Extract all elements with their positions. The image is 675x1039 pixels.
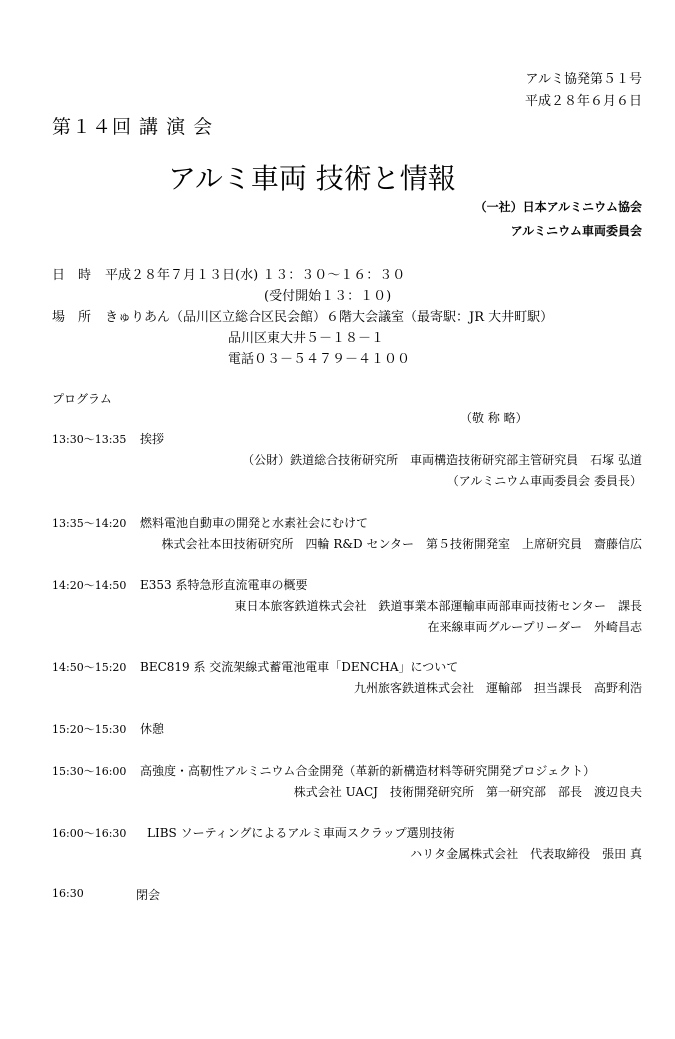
program-title: BEC819 系 交流架線式蓄電池電車「DENCHA」について [140,660,459,674]
page-title: アルミ車両 技術と情報 [168,162,456,195]
program-speaker: 九州旅客鉄道株式会社 運輸部 担当課長 高野利浩 [353,681,642,695]
program-time: 13:30～13:35 [52,433,127,446]
reception-time: (受付開始１３：１０) [264,289,392,304]
program-title: 燃料電池自動車の開発と水素社会にむけて [140,516,369,530]
program-speaker-role: （アルミニウム車両委員会 委員長） [446,474,642,488]
program-label: プログラム [52,392,112,406]
date-label: 日 時 [52,268,92,283]
document-date: 平成２８年６月６日 [524,94,642,109]
program-title: 高強度・高靭性アルミニウム合金開発（革新的新構造材料等研究開発プロジェクト） [140,764,596,778]
program-time: 15:30～16:00 [52,765,127,778]
venue-address: 品川区東大井５－１８－１ [228,331,385,346]
document-number: アルミ協発第５１号 [525,72,642,87]
program-time: 14:20～14:50 [52,579,127,592]
program-title: 閉会 [136,888,161,902]
program-speaker: （公財）鉄道総合技術研究所 車両構造技術研究部主管研究員 石塚 弘道 [242,453,642,467]
venue-phone: 電話０３－５４７９－４１００ [228,352,411,367]
program-time: 15:20～15:30 [52,723,127,736]
program-time: 16:00～16:30 [52,827,127,840]
date-value: 平成２８年７月１３日(水) １３：３０～１６：３０ [105,268,406,283]
lecture-heading: 第１４回 講 演 会 [52,116,214,138]
honorific-note: （敬 称 略） [460,411,528,425]
program-title: E353 系特急形直流電車の概要 [140,578,308,592]
program-time: 13:35～14:20 [52,517,127,530]
program-title: 挨拶 [140,432,165,446]
program-speaker: 株式会社本田技術研究所 四輪 R&D センター 第５技術開発室 上席研究員 齋藤信広 [161,537,642,551]
program-speaker: 株式会社 UACJ 技術開発研究所 第一研究部 部長 渡辺良夫 [293,785,642,799]
program-time: 16:30 [52,887,84,900]
program-speaker-role: 在来線車両グループリーダー 外崎昌志 [427,620,642,634]
venue-value: きゅりあん（品川区立総合区民会館）６階大会議室（最寄駅：JR 大井町駅） [105,310,554,325]
organizer-association: （一社）日本アルミニウム協会 [474,200,642,214]
program-title: 休憩 [140,722,165,736]
program-speaker: ハリタ金属株式会社 代表取締役 張田 真 [410,847,642,861]
program-title: LIBS ソーティングによるアルミ車両スクラップ選別技術 [147,826,455,840]
organizer-committee: アルミニウム車両委員会 [510,224,642,238]
program-speaker: 東日本旅客鉄道株式会社 鉄道事業本部運輸車両部車両技術センター 課長 [234,599,642,613]
program-time: 14:50～15:20 [52,661,127,674]
venue-label: 場 所 [52,310,92,325]
